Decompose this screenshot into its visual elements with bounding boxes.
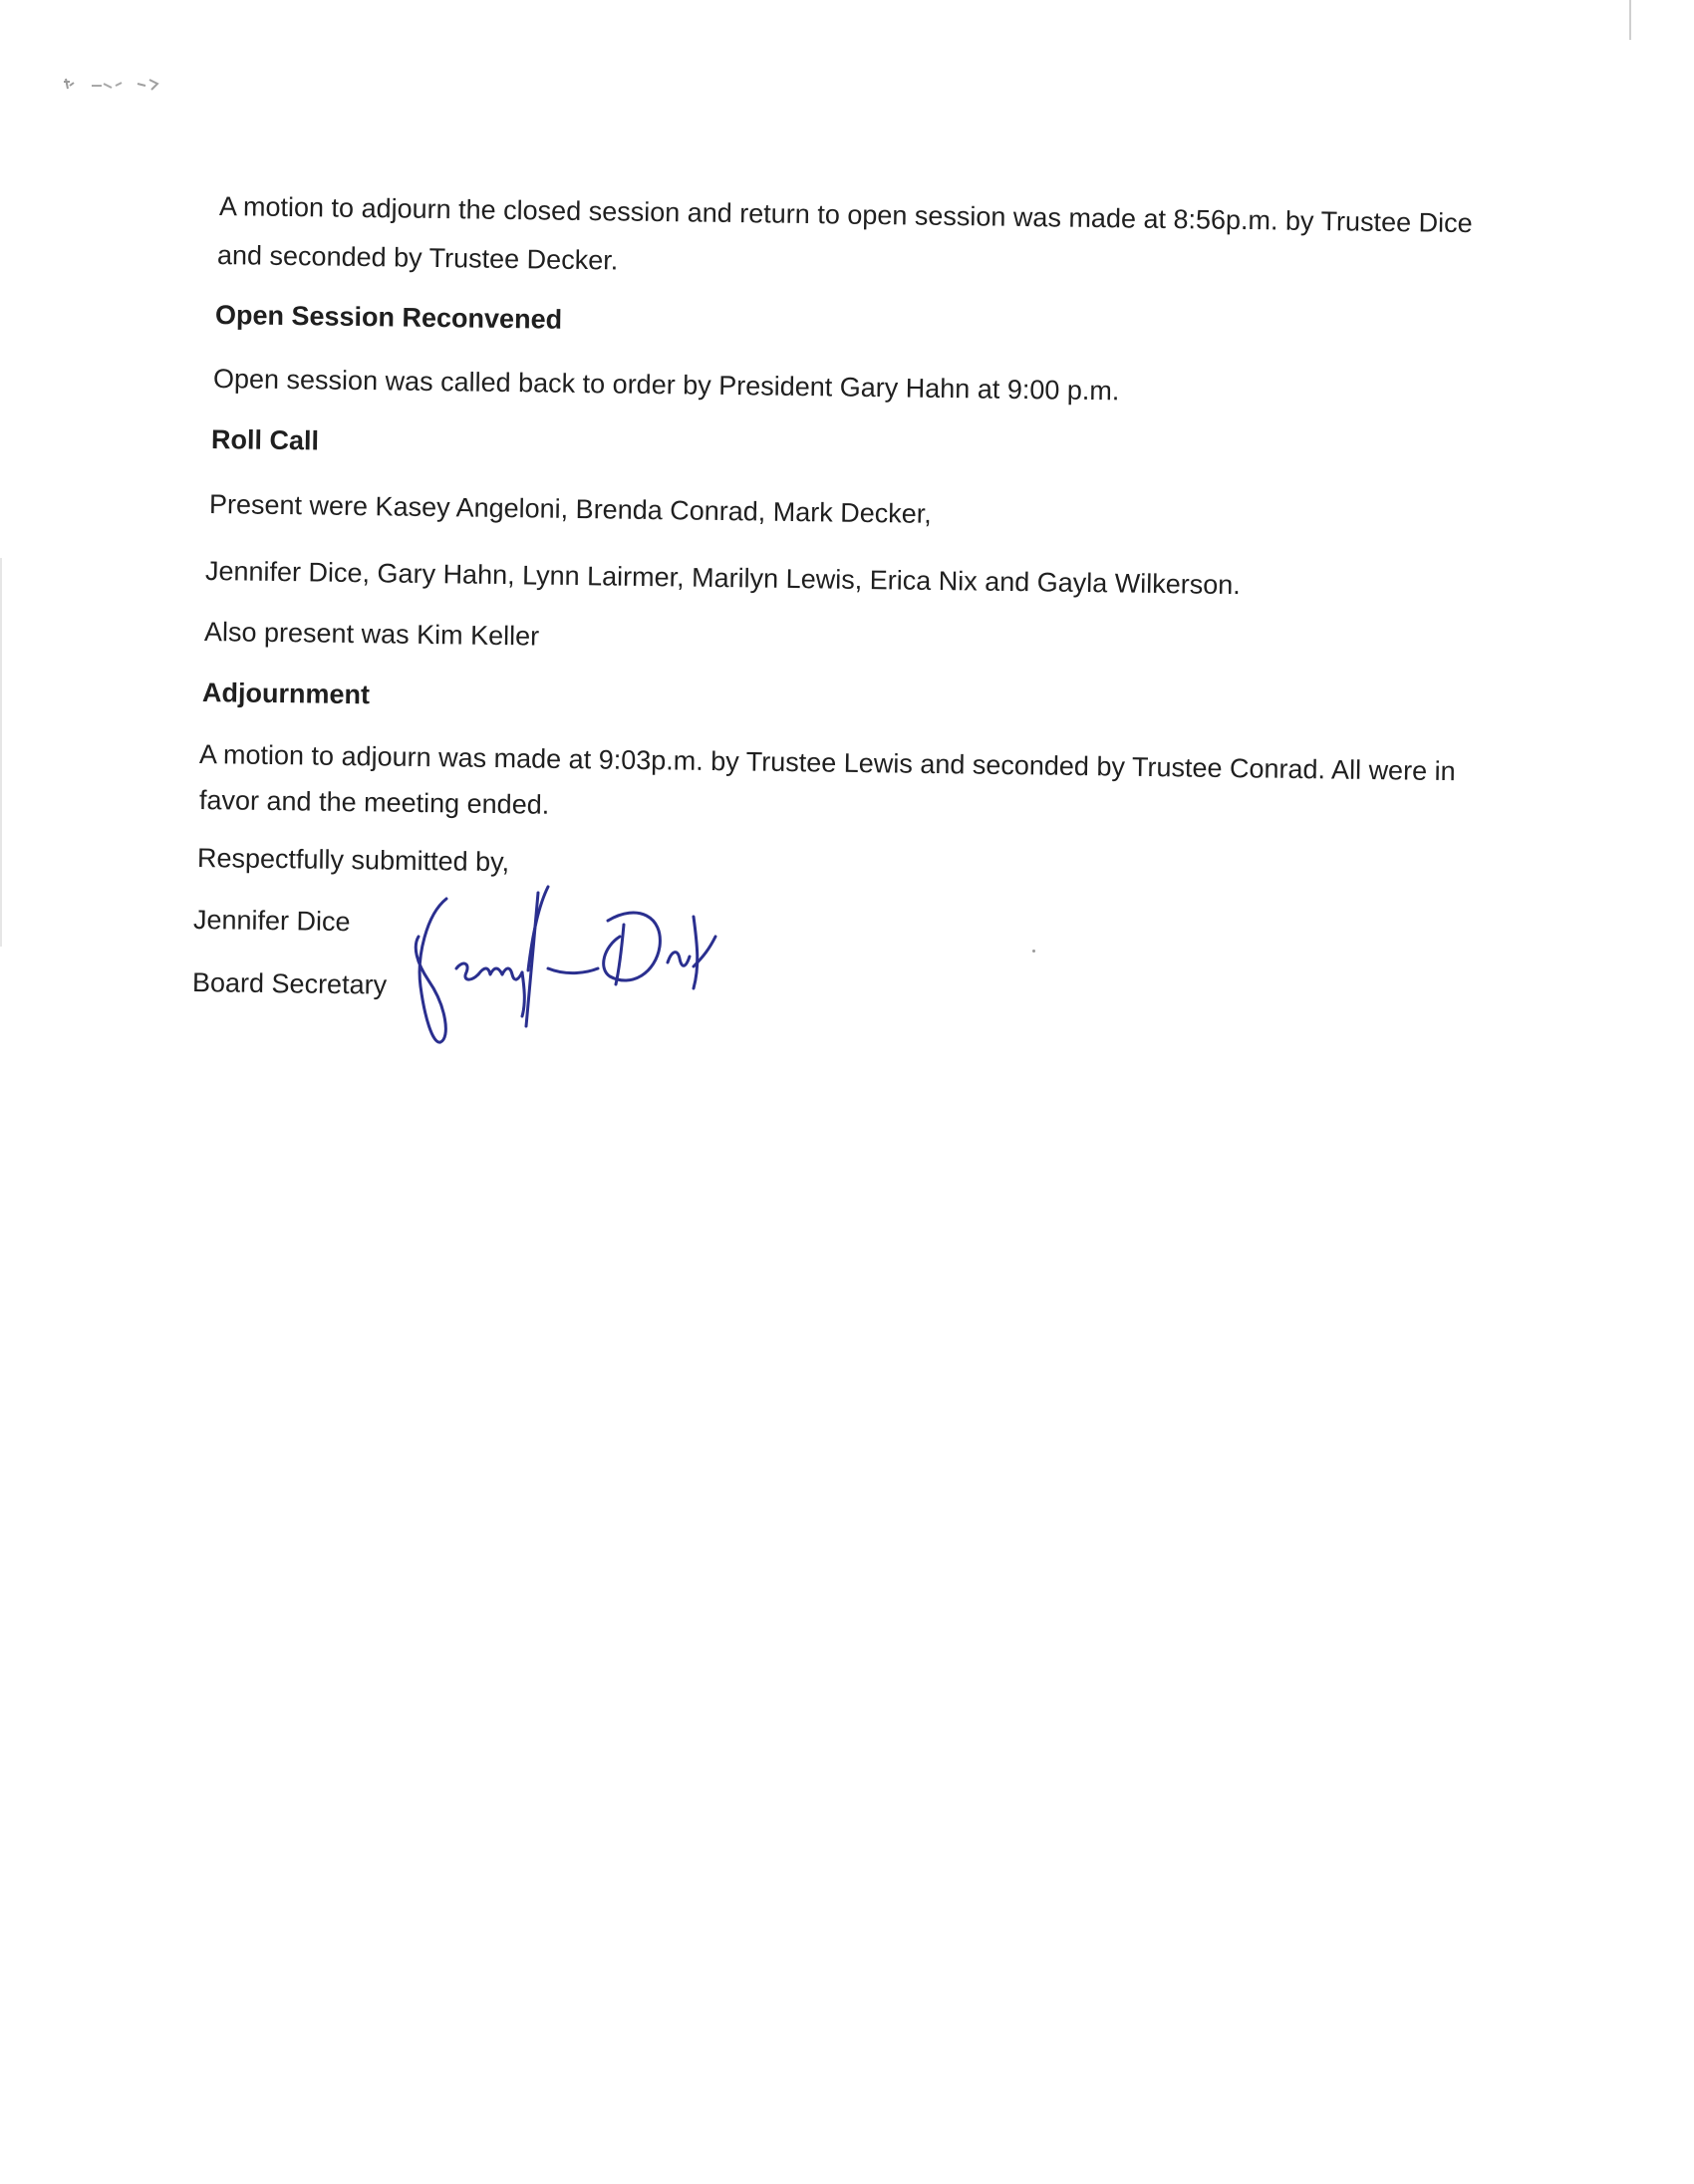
closed-session-motion-line1: A motion to adjourn the closed session and return to open session was made at 8:56p.m. by Trustee Dice [218, 191, 1473, 239]
adjournment-line1: A motion to adjourn was made at 9:03p.m. by Trustee Lewis and seconded by Trustee Conrad. All were in [198, 739, 1456, 787]
open-session-heading: Open Session Reconvened [214, 300, 563, 335]
scan-edge-line [0, 558, 2, 947]
present-line1: Present were Kasey Angeloni, Brenda Conrad, Mark Decker, [208, 489, 933, 529]
scan-dust-dot [1032, 950, 1035, 953]
adjournment-heading: Adjournment [201, 678, 371, 710]
present-line2: Jennifer Dice, Gary Hahn, Lynn Lairmer, Marilyn Lewis, Erica Nix and Gayla Wilkerson. [204, 556, 1241, 601]
secretary-title: Board Secretary [191, 967, 388, 1000]
scan-edge-line [1629, 0, 1631, 40]
adjournment-line2: favor and the meeting ended. [198, 785, 550, 820]
closed-session-motion-line2: and seconded by Trustee Decker. [216, 240, 619, 276]
respectfully-submitted-line: Respectfully submitted by, [196, 843, 510, 878]
scan-artifact-mark [58, 74, 177, 104]
handwritten-signature [399, 877, 727, 1056]
roll-call-heading: Roll Call [210, 424, 320, 456]
open-session-text: Open session was called back to order by President Gary Hahn at 9:00 p.m. [212, 364, 1120, 407]
secretary-name: Jennifer Dice [192, 905, 351, 938]
also-present-line: Also present was Kim Keller [203, 617, 540, 652]
